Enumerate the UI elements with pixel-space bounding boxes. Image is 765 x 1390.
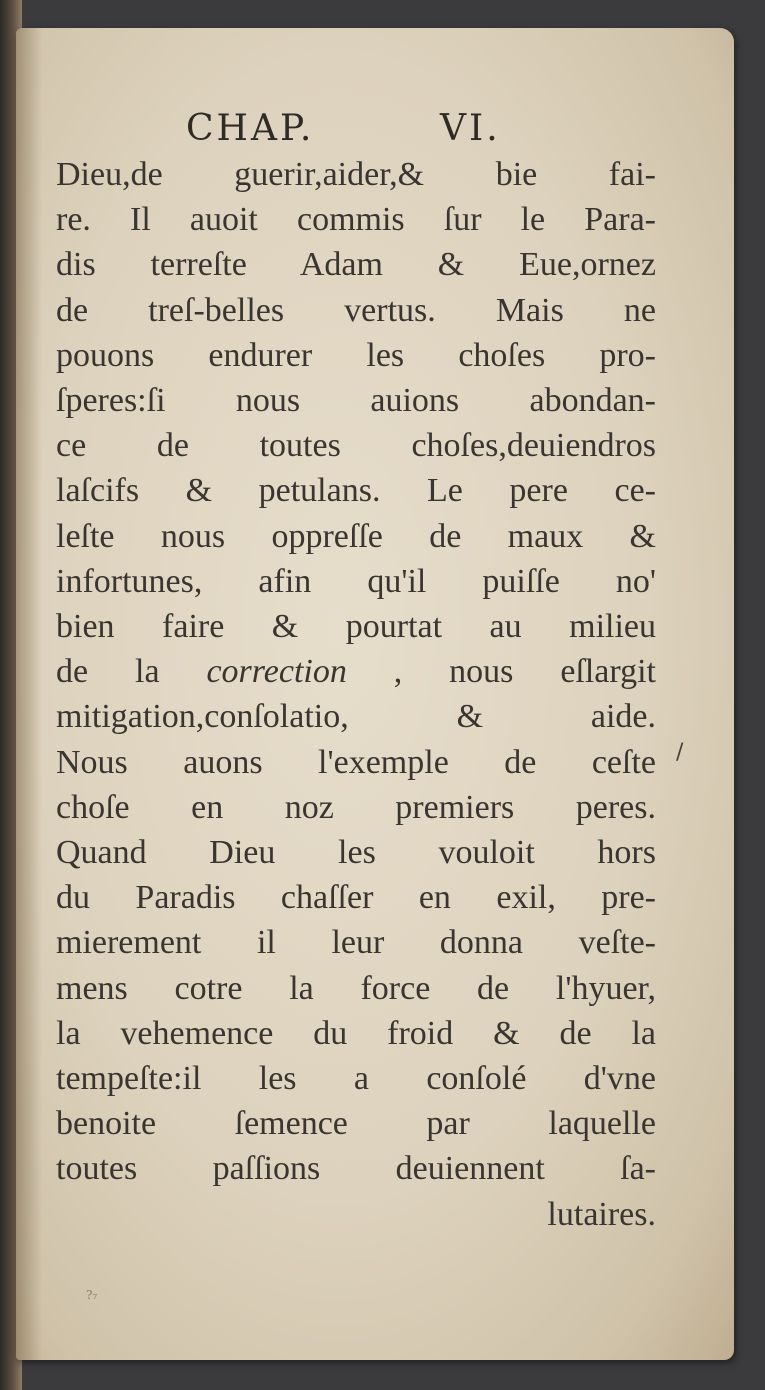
italic-word: correction [206, 653, 347, 691]
page-gutter-shadow [16, 28, 42, 1360]
text-line: benoite ſemence par laquelle [56, 1105, 656, 1143]
text-line: toutes paſſions deuiennent ſa- [56, 1150, 656, 1188]
text-line: tempeſte:il les a conſolé d'vne [56, 1060, 656, 1098]
chapter-label: CHAP. [186, 108, 315, 149]
text-line: mitigation,conſolatio, & aide. [56, 698, 656, 736]
text-line: Quand Dieu les vouloit hors [56, 834, 656, 872]
text-line: dis terreſte Adam & Eue,ornez [56, 246, 656, 284]
text-line: Nous auons l'exemple de ceſte [56, 743, 656, 781]
book-page [16, 28, 734, 1360]
text-line: ſperes:ſi nous auions abondan- [56, 382, 656, 420]
text-line: re. Il auoit commis ſur le Para- [56, 201, 656, 239]
body-text [56, 152, 656, 1237]
text-line: infortunes, afin qu'il puiſſe no' [56, 562, 656, 600]
text-line: pouons endurer les choſes pro- [56, 336, 656, 374]
catchword-line: lutaires. [547, 1195, 656, 1233]
text-line: Dieu,de guerir,aider,& bie fai- [56, 156, 656, 193]
text-line-italic-phrase [56, 649, 656, 694]
text-line: laſcifs & petulans. Le pere ce- [56, 472, 656, 510]
running-header [16, 98, 734, 158]
text-line: de treſ-belles vertus. Mais ne [56, 291, 656, 329]
text-line: du Paradis chaſſer en exil, pre- [56, 879, 656, 917]
text-line: choſe en noz premiers peres. [56, 788, 656, 826]
text-fragment: de la [56, 653, 207, 691]
text-fragment: , nous eſlargit [346, 653, 656, 691]
text-line: mens cotre la force de l'hyuer, [56, 969, 656, 1007]
text-line: leſte nous oppreſſe de maux & [56, 517, 656, 555]
text-line: bien faire & pourtat au milieu [56, 608, 656, 646]
margin-mark: / [676, 740, 684, 765]
text-line: ce de toutes choſes,deuiendros [56, 427, 656, 465]
signature-mark: ?₇ [86, 1288, 98, 1302]
text-line: mierement il leur donna veſte- [56, 924, 656, 962]
text-line: la vehemence du froid & de la [56, 1014, 656, 1052]
chapter-number: VI. [440, 108, 501, 149]
